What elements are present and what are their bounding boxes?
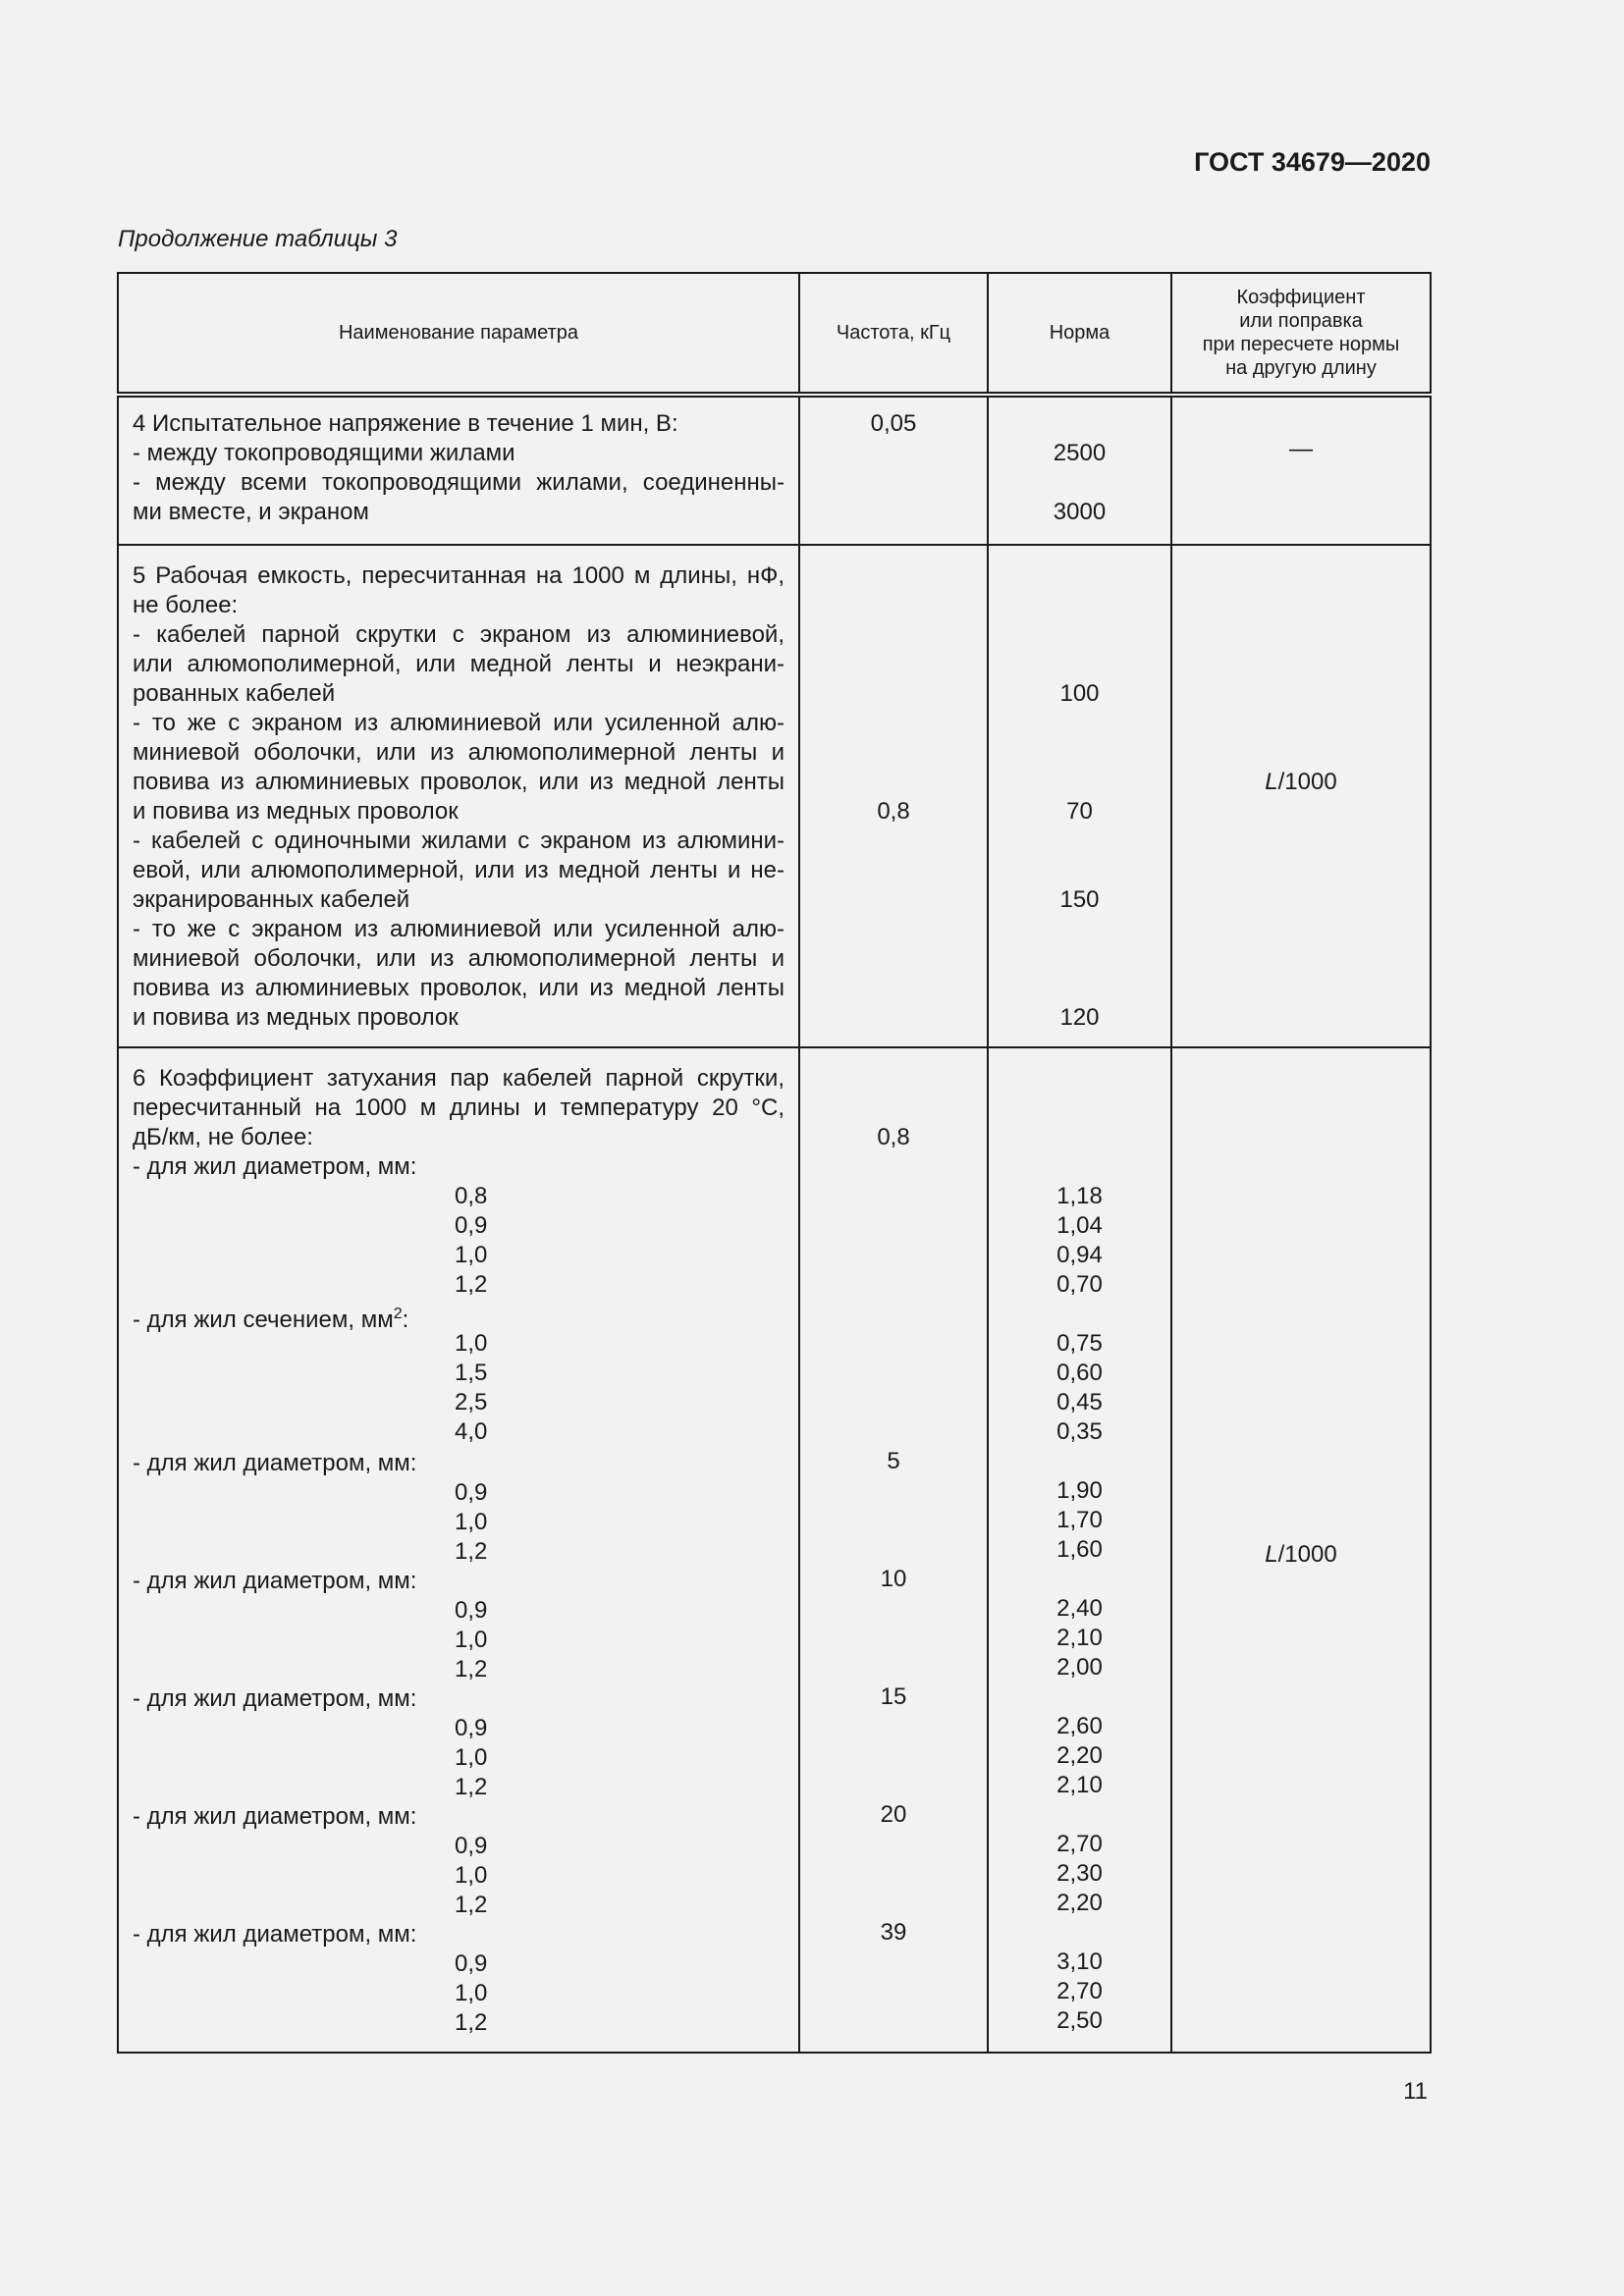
row5-line: рованных кабелей <box>133 680 336 707</box>
row6-size: 1,0 <box>455 1980 488 2006</box>
row6-norm: 2,10 <box>1056 1625 1103 1651</box>
row6-norm: 3,10 <box>1056 1949 1103 1975</box>
row6-name-cell <box>118 1047 799 2053</box>
row4-freq: 0,05 <box>870 410 917 437</box>
group-label-text: - для жил сечением, мм <box>133 1307 394 1333</box>
row5-freq-cell <box>799 545 988 1047</box>
col-header-name: Наименование параметра <box>118 273 799 395</box>
row6-group-label <box>133 1684 785 1714</box>
row6-norm: 1,90 <box>1056 1477 1103 1504</box>
spacer <box>814 2006 973 2036</box>
row5-line: евой, или алюмополимерной, или из медной ленты и не- <box>133 857 785 883</box>
row4-line: 4 Испытательное напряжение в течение 1 мин, В: <box>133 410 678 437</box>
row6-size: 1,5 <box>455 1360 488 1386</box>
parameters-table <box>117 272 1432 2054</box>
row5-line: 5 Рабочая емкость, пересчитанная на 1000 м длины, нФ, <box>133 562 785 589</box>
row6-norm: 1,18 <box>1056 1183 1103 1209</box>
row6-norm: 2,10 <box>1056 1772 1103 1798</box>
row5-line: повива из алюминиевых проволок, или из медной ленты <box>133 769 785 795</box>
row5-line: и повива из медных проволок <box>133 1004 459 1031</box>
row6-size: 1,2 <box>455 1774 488 1800</box>
row6-freq: 0,8 <box>877 1124 910 1150</box>
spacer <box>814 1417 973 1447</box>
row4-norm-cell <box>988 395 1171 545</box>
row6-size: 1,0 <box>455 1744 488 1771</box>
row6-title-line: 6 Коэффициент затухания пар кабелей парной скрутки, <box>133 1065 785 1092</box>
row6-group-label <box>133 1300 785 1333</box>
spacer <box>814 1064 973 1094</box>
row5-coef-cell <box>1171 545 1431 1047</box>
row4-norm: 2500 <box>1053 440 1107 466</box>
spacer <box>1002 1123 1157 1152</box>
spacer <box>814 1741 973 1771</box>
spacer <box>1002 1918 1157 1948</box>
spacer <box>1002 1447 1157 1476</box>
row6-norm: 0,94 <box>1056 1242 1103 1268</box>
coef-divisor: /1000 <box>1277 769 1337 795</box>
spacer <box>1002 1300 1157 1329</box>
spacer <box>814 1506 973 1535</box>
row6-norm: 2,20 <box>1056 1742 1103 1769</box>
table-row-6 <box>118 1047 1431 2053</box>
spacer <box>1002 1800 1157 1830</box>
row6-freq: 15 <box>880 1683 907 1710</box>
table-caption: Продолжение таблицы 3 <box>118 226 398 252</box>
group-label-text: - для жил диаметром, мм: <box>133 1685 417 1712</box>
col-header-norm: Норма <box>988 273 1171 395</box>
row6-size: 0,9 <box>455 1833 488 1859</box>
col-header-coefficient <box>1171 273 1431 395</box>
row5-line: миниевой оболочки, или из алюмополимерной ленты и <box>133 945 785 972</box>
spacer <box>814 1948 973 1977</box>
group-label-text: - для жил диаметром, мм: <box>133 1568 417 1594</box>
row6-size: 1,2 <box>455 1271 488 1298</box>
row6-norm: 2,60 <box>1056 1713 1103 1739</box>
table-header-row <box>118 273 1431 395</box>
row6-group-label <box>133 1567 785 1596</box>
col-header-frequency: Частота, кГц <box>799 273 988 395</box>
row6-norm: 2,40 <box>1056 1595 1103 1622</box>
row4-norm: 3000 <box>1053 499 1107 525</box>
row6-norm: 1,70 <box>1056 1507 1103 1533</box>
row6-freq: 5 <box>887 1448 900 1474</box>
row6-freq: 10 <box>880 1566 907 1592</box>
spacer <box>814 1152 973 1182</box>
spacer <box>814 1241 973 1270</box>
row6-norm: 0,75 <box>1056 1330 1103 1357</box>
row6-norm: 2,20 <box>1056 1890 1103 1916</box>
spacer <box>814 1300 973 1329</box>
spacer <box>814 1270 973 1300</box>
row6-group-label <box>133 1920 785 1949</box>
row6-norm-cell <box>988 1047 1171 2053</box>
row5-name-cell <box>118 545 799 1047</box>
row6-norm: 0,35 <box>1056 1418 1103 1445</box>
row6-size: 1,2 <box>455 1892 488 1918</box>
spacer <box>814 1329 973 1359</box>
spacer <box>814 1359 973 1388</box>
spacer <box>814 1624 973 1653</box>
row6-size: 1,0 <box>455 1242 488 1268</box>
spacer <box>814 1830 973 1859</box>
row5-line: не более: <box>133 592 239 618</box>
row6-title-line: дБ/км, не более: <box>133 1124 313 1150</box>
row5-freq: 0,8 <box>877 798 910 825</box>
coef-variable: L <box>1265 1541 1278 1568</box>
row6-size: 2,5 <box>455 1389 488 1415</box>
row5-line: или алюмополимерной, или медной ленты и неэкрани- <box>133 651 785 677</box>
row6-size: 0,9 <box>455 1212 488 1239</box>
spacer <box>814 1771 973 1800</box>
row6-size: 1,0 <box>455 1862 488 1889</box>
row6-group-label <box>133 1802 785 1832</box>
spacer <box>814 1211 973 1241</box>
row6-size: 0,9 <box>455 1597 488 1624</box>
row6-size: 0,9 <box>455 1479 488 1506</box>
spacer <box>1002 1152 1157 1182</box>
row6-norm: 2,70 <box>1056 1978 1103 2004</box>
row6-norm: 0,70 <box>1056 1271 1103 1298</box>
row6-size: 1,0 <box>455 1509 488 1535</box>
row6-norm: 2,50 <box>1056 2007 1103 2034</box>
row6-size: 4,0 <box>455 1418 488 1445</box>
coef-header-line: Коэффициент <box>1236 287 1366 308</box>
spacer <box>814 1388 973 1417</box>
document-code: ГОСТ 34679—2020 <box>1194 147 1431 177</box>
row6-size: 0,9 <box>455 1950 488 1977</box>
row6-group-label <box>133 1449 785 1478</box>
row6-size: 1,2 <box>455 1538 488 1565</box>
row6-coef <box>1172 1541 1430 1569</box>
spacer <box>814 1859 973 1889</box>
group-label-text: - для жил диаметром, мм: <box>133 1153 417 1180</box>
group-label-text: - для жил диаметром, мм: <box>133 1450 417 1476</box>
group-label-text: - для жил диаметром, мм: <box>133 1921 417 1948</box>
row6-size: 0,9 <box>455 1715 488 1741</box>
spacer <box>1002 1094 1157 1123</box>
table-row-4 <box>118 395 1431 545</box>
row6-title-line: пересчитанный на 1000 м длины и температуру 20 °С, <box>133 1095 785 1121</box>
row5-line: миниевой оболочки, или из алюмополимерной ленты и <box>133 739 785 766</box>
row6-norm: 2,70 <box>1056 1831 1103 1857</box>
row4-line: ми вместе, и экраном <box>133 499 369 525</box>
row6-norm: 0,45 <box>1056 1389 1103 1415</box>
row6-size: 1,0 <box>455 1330 488 1357</box>
row6-freq: 39 <box>880 1919 907 1946</box>
coef-header-line: при пересчете нормы <box>1202 334 1400 355</box>
row4-freq-cell <box>799 395 988 545</box>
table-row-5 <box>118 545 1431 1047</box>
row5-line: - кабелей с одиночными жилами с экраном из алюмини- <box>133 828 785 854</box>
row6-norm: 1,60 <box>1056 1536 1103 1563</box>
row6-norm: 1,04 <box>1056 1212 1103 1239</box>
row5-line: - то же с экраном из алюминиевой или усиленной алю- <box>133 916 785 942</box>
row4-coef: — <box>1289 436 1313 462</box>
row6-freq: 20 <box>880 1801 907 1828</box>
spacer <box>814 1653 973 1682</box>
row6-coef-cell <box>1171 1047 1431 2053</box>
row6-size: 1,0 <box>455 1627 488 1653</box>
row6-size: 1,2 <box>455 1656 488 1682</box>
row5-norm: 150 <box>1059 886 1100 913</box>
row5-coef <box>1172 769 1430 796</box>
row4-line: - между всеми токопроводящими жилами, соединенны- <box>133 469 785 496</box>
row4-coef-cell <box>1171 395 1431 545</box>
row5-norm: 100 <box>1059 680 1100 707</box>
row5-line: и повива из медных проволок <box>133 798 459 825</box>
row5-norm-cell <box>988 545 1171 1047</box>
page-number: 11 <box>1403 2078 1428 2105</box>
row4-name-cell <box>118 395 799 545</box>
row5-line: экранированных кабелей <box>133 886 410 913</box>
row5-line: - кабелей парной скрутки с экраном из алюминиевой, <box>133 621 785 648</box>
row5-line: повива из алюминиевых проволок, или из медной ленты <box>133 975 785 1001</box>
row6-freq-cell <box>799 1047 988 2053</box>
spacer <box>814 1712 973 1741</box>
row4-line: - между токопроводящими жилами <box>133 440 515 466</box>
spacer <box>814 1594 973 1624</box>
spacer <box>814 1535 973 1565</box>
row5-norm: 120 <box>1059 1004 1100 1031</box>
label-colon: : <box>402 1307 409 1333</box>
coef-header-line: на другую длину <box>1225 357 1377 379</box>
coef-header-line: или поправка <box>1239 310 1363 332</box>
spacer <box>814 1182 973 1211</box>
coef-divisor: /1000 <box>1277 1541 1337 1568</box>
row5-norm: 70 <box>1066 798 1093 825</box>
row6-norm: 2,30 <box>1056 1860 1103 1887</box>
spacer <box>814 1094 973 1123</box>
coef-variable: L <box>1265 769 1278 795</box>
spacer <box>1002 1682 1157 1712</box>
spacer <box>1002 1565 1157 1594</box>
spacer <box>814 1476 973 1506</box>
group-label-text: - для жил диаметром, мм: <box>133 1803 417 1830</box>
spacer <box>814 1889 973 1918</box>
spacer <box>1002 1064 1157 1094</box>
row5-line: - то же с экраном из алюминиевой или усиленной алю- <box>133 710 785 736</box>
unit-superscript: 2 <box>393 1306 403 1322</box>
row6-norm: 0,60 <box>1056 1360 1103 1386</box>
spacer <box>814 1977 973 2006</box>
row6-size: 1,2 <box>455 2009 488 2036</box>
row6-norm: 2,00 <box>1056 1654 1103 1681</box>
row6-size: 0,8 <box>455 1183 488 1209</box>
row6-group-label <box>133 1152 785 1182</box>
